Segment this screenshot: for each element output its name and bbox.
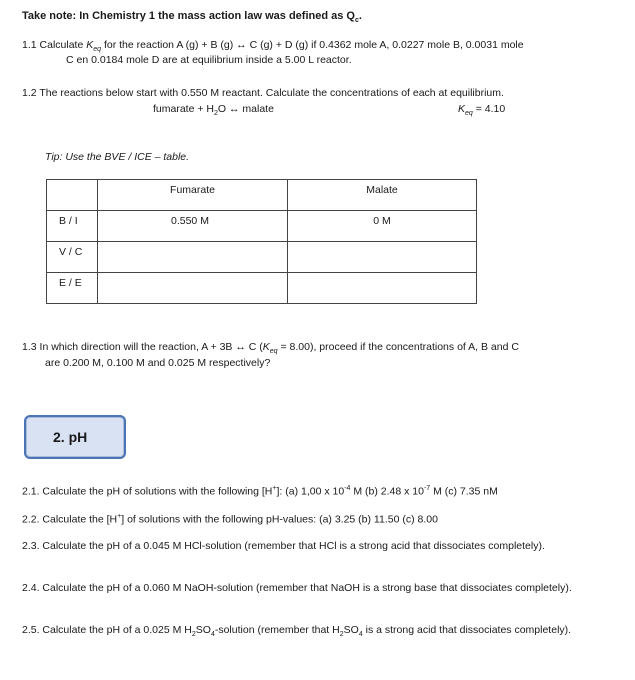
fumarate-cell: 0.550 M	[98, 211, 288, 242]
table-header-row	[47, 180, 477, 211]
keq-value: $K_{eq} = 4.10$	[458, 103, 506, 118]
question-number: 1.3	[22, 341, 37, 353]
question-2-1: 2.1. Calculate the pH of solutions with the following [H+]: (a) 1,00 x $10^{-4}$ M (b) 2.48 x $10^{-7}$ M (c) 7.35 nM	[22, 485, 498, 498]
malate-cell	[288, 242, 477, 273]
table-row	[47, 273, 477, 304]
reaction-equation: fumarate + $H_2O$ ↔ malate	[153, 103, 274, 118]
question-2-2: 2.2. Calculate the [H+] of solutions with the following pH-values: (a) 3.25 (b) 11.50 (c) 8.00	[22, 513, 438, 526]
header-cell-empty	[47, 180, 98, 211]
question-number: 1.2	[22, 87, 37, 99]
question-2-4: 2.4. Calculate the pH of a 0.060 M NaOH-solution (remember that NaOH is a strong base that dissociates completely).	[22, 582, 572, 594]
question-1-3: 1.3 In which direction will the reaction, A + 3B ↔ C $(K_{eq} = 8.00)$, proceed if the concentrations of A, B and C	[22, 341, 519, 356]
question-1-1-line2: C en 0.0184 mole D are at equilibrium inside a 5.00 L reactor.	[66, 54, 352, 66]
question-number: 1.1	[22, 39, 37, 51]
section-heading-ph: 2. pH	[24, 415, 126, 459]
row-label: B / I	[47, 211, 98, 242]
row-label: V / C	[47, 242, 98, 273]
question-1-2: 1.2 The reactions below start with 0.550 M reactant. Calculate the concentrations of each at equilibrium.	[22, 87, 504, 99]
fumarate-cell	[98, 273, 288, 304]
ice-table	[46, 179, 477, 304]
table-row	[47, 211, 477, 242]
question-1-3-line2: are 0.200 M, 0.100 M and 0.025 M respectively?	[45, 357, 271, 369]
row-label: E / E	[47, 273, 98, 304]
malate-cell	[288, 273, 477, 304]
table-row	[47, 242, 477, 273]
question-2-3: 2.3. Calculate the pH of a 0.045 M HCl-solution (remember that HCl is a strong acid that dissociates completely).	[22, 540, 545, 552]
malate-cell: 0 M	[288, 211, 477, 242]
take-note: Take note: In Chemistry 1 the mass action law was defined as $Q_c$.	[22, 10, 362, 25]
header-cell-fumarate: Fumarate	[98, 180, 288, 211]
fumarate-cell	[98, 242, 288, 273]
header-cell-malate: Malate	[288, 180, 477, 211]
question-2-5: 2.5. Calculate the pH of a 0.025 M $H_2SO_4$-solution (remember that $H_2SO_4$ is a strong acid that dissociates completely).	[22, 624, 572, 639]
question-1-1: 1.1 Calculate $K_{eq}$ for the reaction A (g) + B (g) ↔ C (g) + D (g) if 0.4362 mole A, 0.0227 mole B, 0.0031 mole	[22, 39, 524, 54]
tip-text: Tip: Use the BVE / ICE – table.	[45, 151, 190, 163]
